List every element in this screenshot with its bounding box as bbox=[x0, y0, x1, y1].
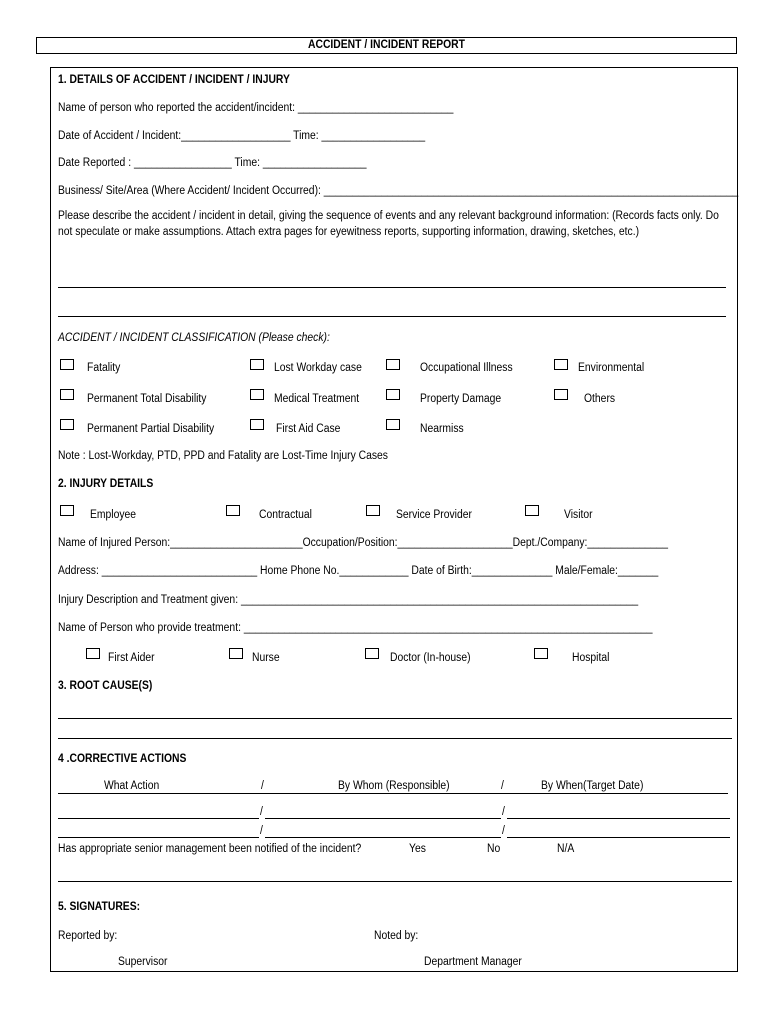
reported-by-label: Reported by: bbox=[58, 930, 118, 942]
lost-workday-label: Lost Workday case bbox=[274, 362, 362, 374]
first-aider-checkbox[interactable] bbox=[86, 648, 100, 659]
date-reported-field[interactable]: Date Reported : _________________ Time: __________________ bbox=[58, 157, 367, 169]
na-option[interactable]: N/A bbox=[557, 843, 575, 855]
others-checkbox[interactable] bbox=[554, 389, 568, 400]
action-row1-what[interactable] bbox=[58, 818, 259, 819]
row2-slash-1: / bbox=[260, 825, 263, 837]
lost-workday-checkbox[interactable] bbox=[250, 359, 264, 370]
slash-2: / bbox=[501, 780, 504, 792]
row2-slash-2: / bbox=[502, 825, 505, 837]
fatality-checkbox[interactable] bbox=[60, 359, 74, 370]
department-manager-label: Department Manager bbox=[424, 956, 522, 968]
action-header-underline bbox=[58, 793, 728, 794]
senior-notify-question: Has appropriate senior management been notified of the incident? bbox=[58, 843, 362, 855]
property-damage-label: Property Damage bbox=[420, 393, 502, 405]
business-field[interactable]: Business/ Site/Area (Where Accident/ Incident Occurred): ________________________________________________________________________ bbox=[58, 185, 739, 197]
nearmiss-checkbox[interactable] bbox=[386, 419, 400, 430]
environmental-checkbox[interactable] bbox=[554, 359, 568, 370]
employee-label: Employee bbox=[90, 509, 137, 521]
visitor-checkbox[interactable] bbox=[525, 505, 539, 516]
ptd-checkbox[interactable] bbox=[60, 389, 74, 400]
service-provider-checkbox[interactable] bbox=[366, 505, 380, 516]
action-row2-what[interactable] bbox=[58, 837, 259, 838]
medical-treatment-checkbox[interactable] bbox=[250, 389, 264, 400]
by-when-label: By When(Target Date) bbox=[541, 780, 644, 792]
page-title: ACCIDENT / INCIDENT REPORT bbox=[308, 39, 465, 51]
environmental-label: Environmental bbox=[578, 362, 645, 374]
action-row2-whom[interactable] bbox=[265, 837, 501, 838]
doctor-label: Doctor (In-house) bbox=[390, 652, 471, 664]
root-cause-line-2[interactable] bbox=[58, 738, 732, 739]
section1-heading: 1. DETAILS OF ACCIDENT / INCIDENT / INJURY bbox=[58, 74, 290, 86]
injury-description-field[interactable]: Injury Description and Treatment given: _____________________________________________________________________ bbox=[58, 594, 639, 606]
describe-line-2[interactable] bbox=[58, 316, 726, 317]
describe-line-1[interactable] bbox=[58, 287, 726, 288]
first-aid-case-checkbox[interactable] bbox=[250, 419, 264, 430]
ppd-checkbox[interactable] bbox=[60, 419, 74, 430]
hospital-checkbox[interactable] bbox=[534, 648, 548, 659]
row1-slash-2: / bbox=[502, 806, 505, 818]
nurse-label: Nurse bbox=[252, 652, 280, 664]
action-row1-whom[interactable] bbox=[265, 818, 501, 819]
root-cause-line-1[interactable] bbox=[58, 718, 732, 719]
section5-heading: 5. SIGNATURES: bbox=[58, 901, 141, 913]
reporter-field[interactable]: Name of person who reported the accident/incident: ___________________________ bbox=[58, 102, 454, 114]
slash-1: / bbox=[261, 780, 264, 792]
section2-heading: 2. INJURY DETAILS bbox=[58, 478, 154, 490]
by-whom-label: By Whom (Responsible) bbox=[338, 780, 450, 792]
section3-heading: 3. ROOT CAUSE(S) bbox=[58, 680, 153, 692]
employee-checkbox[interactable] bbox=[60, 505, 74, 516]
medical-treatment-label: Medical Treatment bbox=[274, 393, 360, 405]
action-row2-when[interactable] bbox=[507, 837, 730, 838]
noted-by-label: Noted by: bbox=[374, 930, 419, 942]
address-field[interactable]: Address: ___________________________ Home Phone No.____________ Date of Birth:______________ Male/Female:_______ bbox=[58, 565, 659, 577]
injured-name-field[interactable]: Name of Injured Person:_______________________Occupation/Position:____________________Dept./Company:______________ bbox=[58, 537, 669, 549]
action-row1-when[interactable] bbox=[507, 818, 730, 819]
no-option[interactable]: No bbox=[487, 843, 501, 855]
first-aid-case-label: First Aid Case bbox=[276, 423, 341, 435]
nearmiss-label: Nearmiss bbox=[420, 423, 464, 435]
yes-option[interactable]: Yes bbox=[409, 843, 426, 855]
what-action-label: What Action bbox=[104, 780, 160, 792]
describe-instructions: Please describe the accident / incident in detail, giving the sequence of events and any relevant background information: (Records facts only. Do not speculate or make assumptions. Attach extra pages for eyewitness reports, supporting information, drawing, sketches, etc.) bbox=[58, 210, 719, 238]
treatment-provider-field[interactable]: Name of Person who provide treatment: _______________________________________________________________________ bbox=[58, 622, 653, 634]
occupational-illness-checkbox[interactable] bbox=[386, 359, 400, 370]
title-box bbox=[36, 37, 737, 54]
first-aider-label: First Aider bbox=[108, 652, 155, 664]
ppd-label: Permanent Partial Disability bbox=[87, 423, 215, 435]
classification-label: ACCIDENT / INCIDENT CLASSIFICATION (Please check): bbox=[58, 332, 330, 344]
fatality-label: Fatality bbox=[87, 362, 121, 374]
visitor-label: Visitor bbox=[564, 509, 593, 521]
hospital-label: Hospital bbox=[572, 652, 610, 664]
row1-slash-1: / bbox=[260, 806, 263, 818]
doctor-checkbox[interactable] bbox=[365, 648, 379, 659]
supervisor-label: Supervisor bbox=[118, 956, 168, 968]
contractual-checkbox[interactable] bbox=[226, 505, 240, 516]
nurse-checkbox[interactable] bbox=[229, 648, 243, 659]
service-provider-label: Service Provider bbox=[396, 509, 472, 521]
lost-time-note: Note : Lost-Workday, PTD, PPD and Fatality are Lost-Time Injury Cases bbox=[58, 450, 388, 462]
occupational-illness-label: Occupational Illness bbox=[420, 362, 513, 374]
others-label: Others bbox=[584, 393, 616, 405]
senior-notify-line[interactable] bbox=[58, 881, 732, 882]
contractual-label: Contractual bbox=[259, 509, 312, 521]
section4-heading: 4 .CORRECTIVE ACTIONS bbox=[58, 753, 187, 765]
ptd-label: Permanent Total Disability bbox=[87, 393, 207, 405]
date-accident-field[interactable]: Date of Accident / Incident:___________________ Time: __________________ bbox=[58, 130, 426, 142]
property-damage-checkbox[interactable] bbox=[386, 389, 400, 400]
